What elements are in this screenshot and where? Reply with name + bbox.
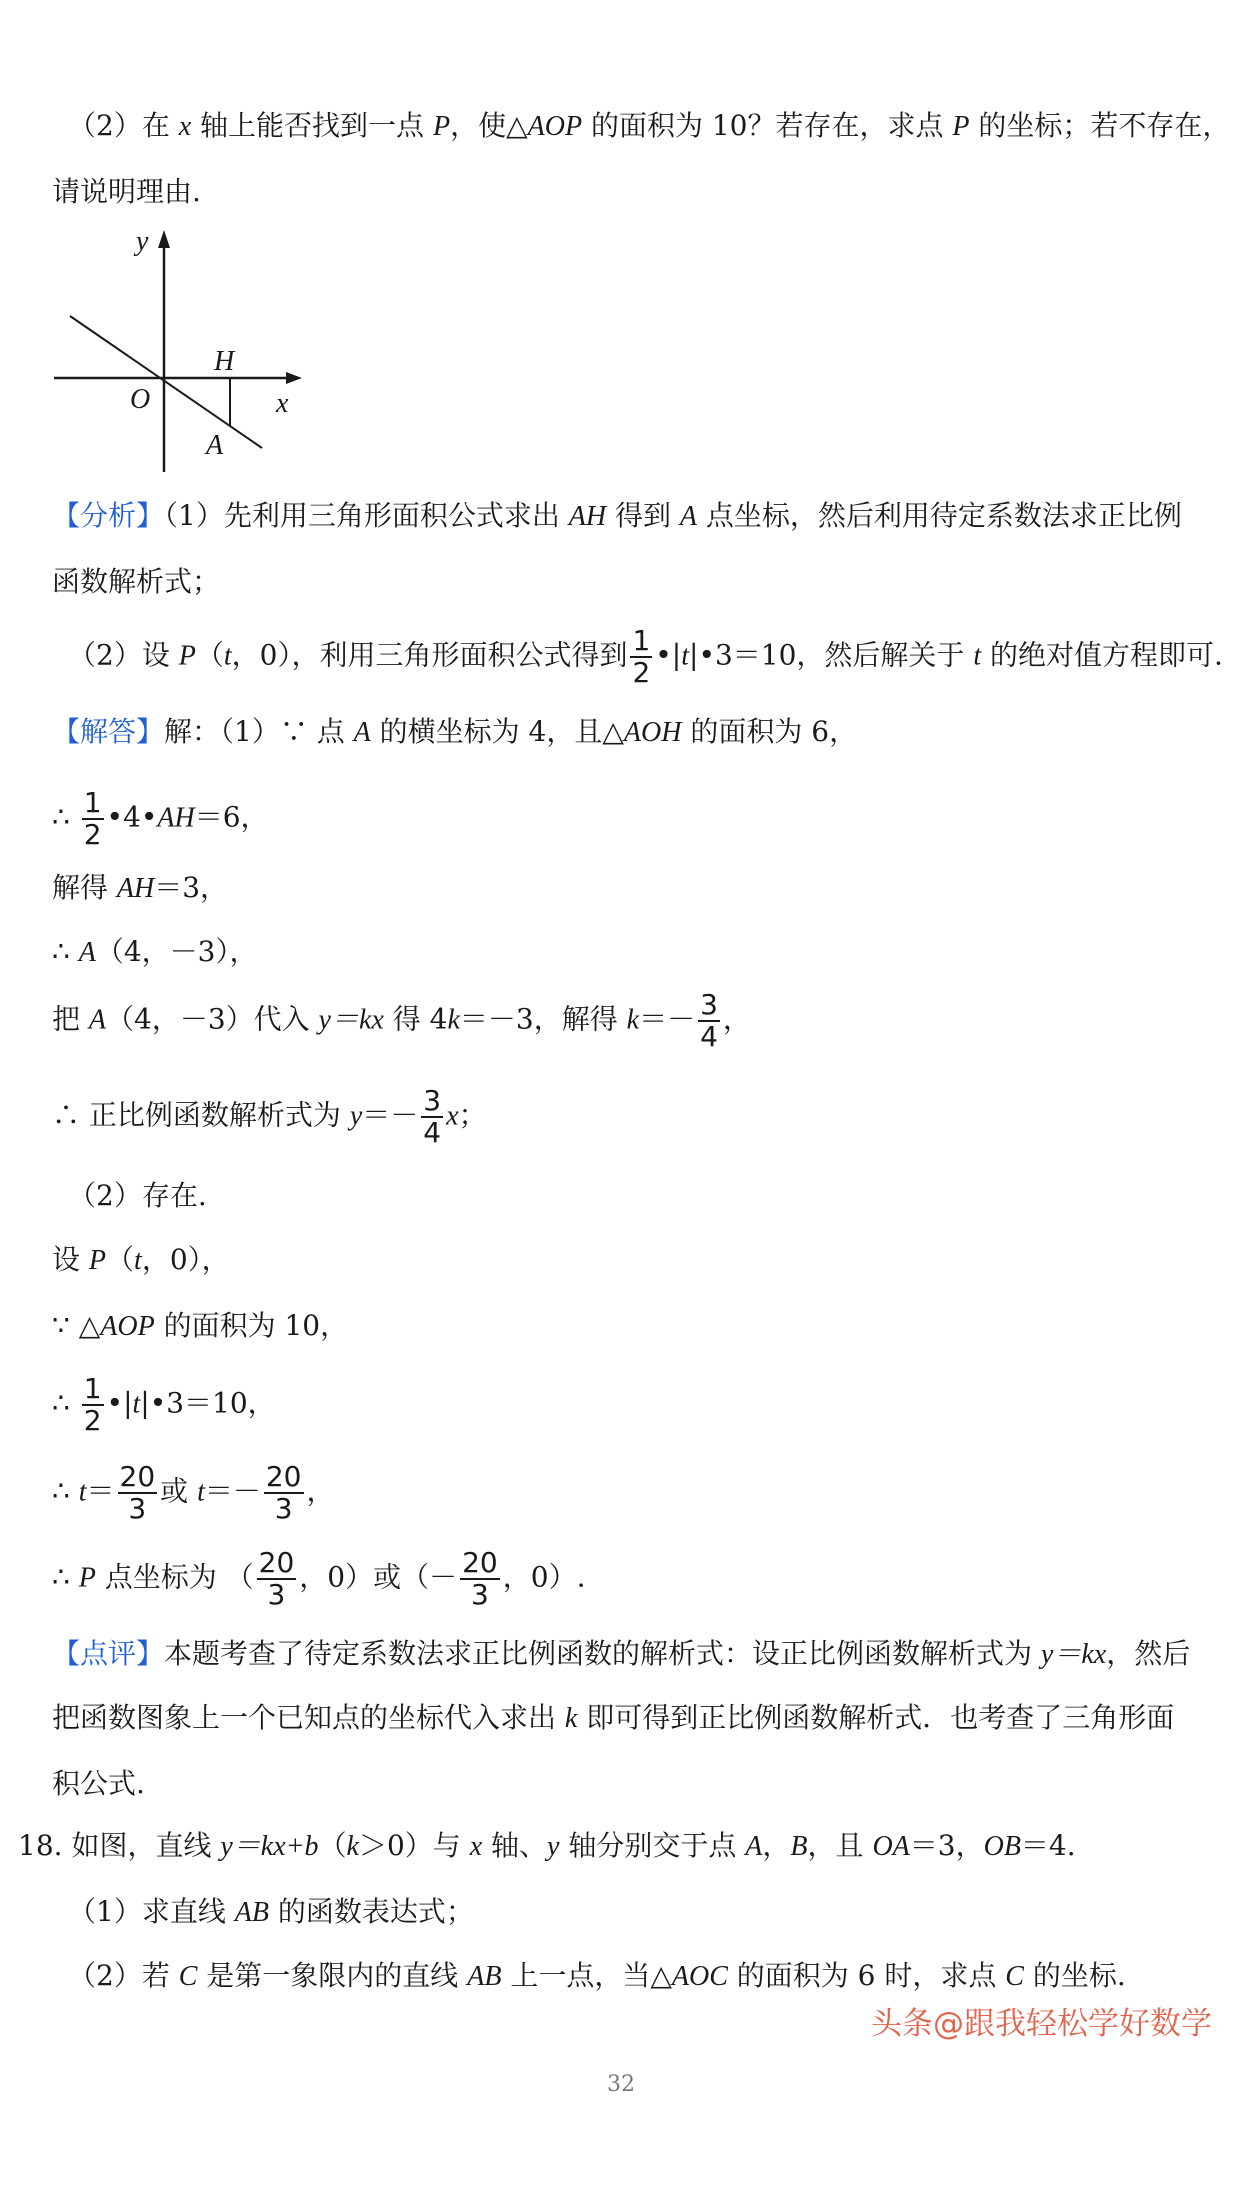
problem-2-line-1: （2）在 x 轴上能否找到一点 P，使△AOP 的面积为 10？若存在，求点 P 的坐标；若不存在， [68, 109, 1231, 142]
fraction: $\frac{3}{4}$ [423, 1084, 442, 1149]
label-y: y [136, 226, 149, 257]
solution-line-12: ∴ P 点坐标为 （ $\frac{20}{3}$ ，0）或（－ $\frac{20}{3}$ ，0）. [52, 1546, 586, 1611]
question-18-line-3: （2）若 C 是第一象限内的直线 AB 上一点，当△AOC 的面积为 6 时，求点 C 的坐标. [68, 1959, 1126, 1992]
question-18-line-1: 18. 如图，直线 y＝kx+b（k＞0）与 x 轴、y 轴分别交于点 A，B，且 OA＝3，OB＝4. [18, 1829, 1076, 1862]
label-o: O [130, 384, 151, 415]
comment-tag: 【点评】 [52, 1637, 165, 1670]
solution-line-5: 把 A（4，－3）代入 y＝kx 得 4k＝－3，解得 k＝－ $\frac{3}{4}$ ， [52, 988, 751, 1053]
fraction: $\frac{3}{4}$ [700, 988, 718, 1053]
coordinate-figure [40, 222, 320, 482]
fraction: $\frac{20}{3}$ [258, 1546, 295, 1611]
solution-line-7: （2）存在. [68, 1179, 207, 1212]
line-oa [70, 316, 262, 448]
comment-line-1: 【点评】本题考查了待定系数法求正比例函数的解析式：设正比例函数解析式为 y＝kx，然后 [52, 1637, 1191, 1670]
solution-line-3: 解得 AH＝3， [52, 871, 229, 904]
fraction: $\frac{1}{2}$ [632, 624, 651, 689]
x-axis-arrow [286, 372, 302, 384]
solution-line-8: 设 P（t，0）， [52, 1243, 230, 1276]
question-18-line-2: （1）求直线 AB 的函数表达式； [68, 1895, 474, 1928]
solution-line-4: ∴ A（4，－3）， [52, 935, 258, 968]
analysis-line-3: （2）设 P（t，0），利用三角形面积公式得到 $\frac{1}{2}$ •|t|•3＝10，然后解关于 t 的绝对值方程即可. [68, 624, 1223, 689]
fraction: $\frac{1}{2}$ [83, 786, 102, 851]
page-number: 32 [607, 2072, 635, 2097]
fraction: $\frac{1}{2}$ [83, 1372, 102, 1437]
solution-line-2: ∴ $\frac{1}{2}$ •4•AH＝6， [52, 786, 269, 851]
label-h: H [214, 346, 235, 377]
analysis-line-2: 函数解析式； [52, 565, 221, 598]
label-x: x [276, 388, 289, 419]
solution-line-9: ∵ △AOP 的面积为 10， [52, 1309, 349, 1342]
comment-line-3: 积公式. [52, 1767, 145, 1800]
fraction: $\frac{20}{3}$ [119, 1460, 156, 1525]
solution-line-11: ∴ t＝ $\frac{20}{3}$ 或 t＝－ $\frac{20}{3}$ ， [52, 1460, 335, 1525]
watermark: 头条@跟我轻松学好数学 [871, 2006, 1212, 2042]
analysis-line-1: 【分析】（1）先利用三角形面积公式求出 AH 得到 A 点坐标，然后利用待定系数法求正比例 [52, 499, 1182, 532]
question-number: 18. [18, 1829, 63, 1862]
y-axis-arrow [158, 230, 170, 248]
analysis-tag: 【分析】 [52, 499, 165, 532]
problem-2-line-2: 请说明理由. [52, 175, 201, 208]
solution-line-6: ∴ 正比例函数解析式为 y＝－ $\frac{3}{4}$ x； [52, 1084, 487, 1149]
fraction: $\frac{20}{3}$ [265, 1460, 302, 1525]
fraction: $\frac{20}{3}$ [462, 1546, 498, 1611]
label-a: A [206, 430, 224, 461]
solution-line-10: ∴ $\frac{1}{2}$ •|t|•3＝10， [52, 1372, 276, 1437]
comment-line-2: 把函数图象上一个已知点的坐标代入求出 k 即可得到正比例函数解析式．也考查了三角形面 [52, 1701, 1175, 1734]
solution-tag: 【解答】 [52, 715, 165, 748]
solution-line-1: 【解答】解：（1）∵ 点 A 的横坐标为 4，且△AOH 的面积为 6， [52, 715, 858, 748]
